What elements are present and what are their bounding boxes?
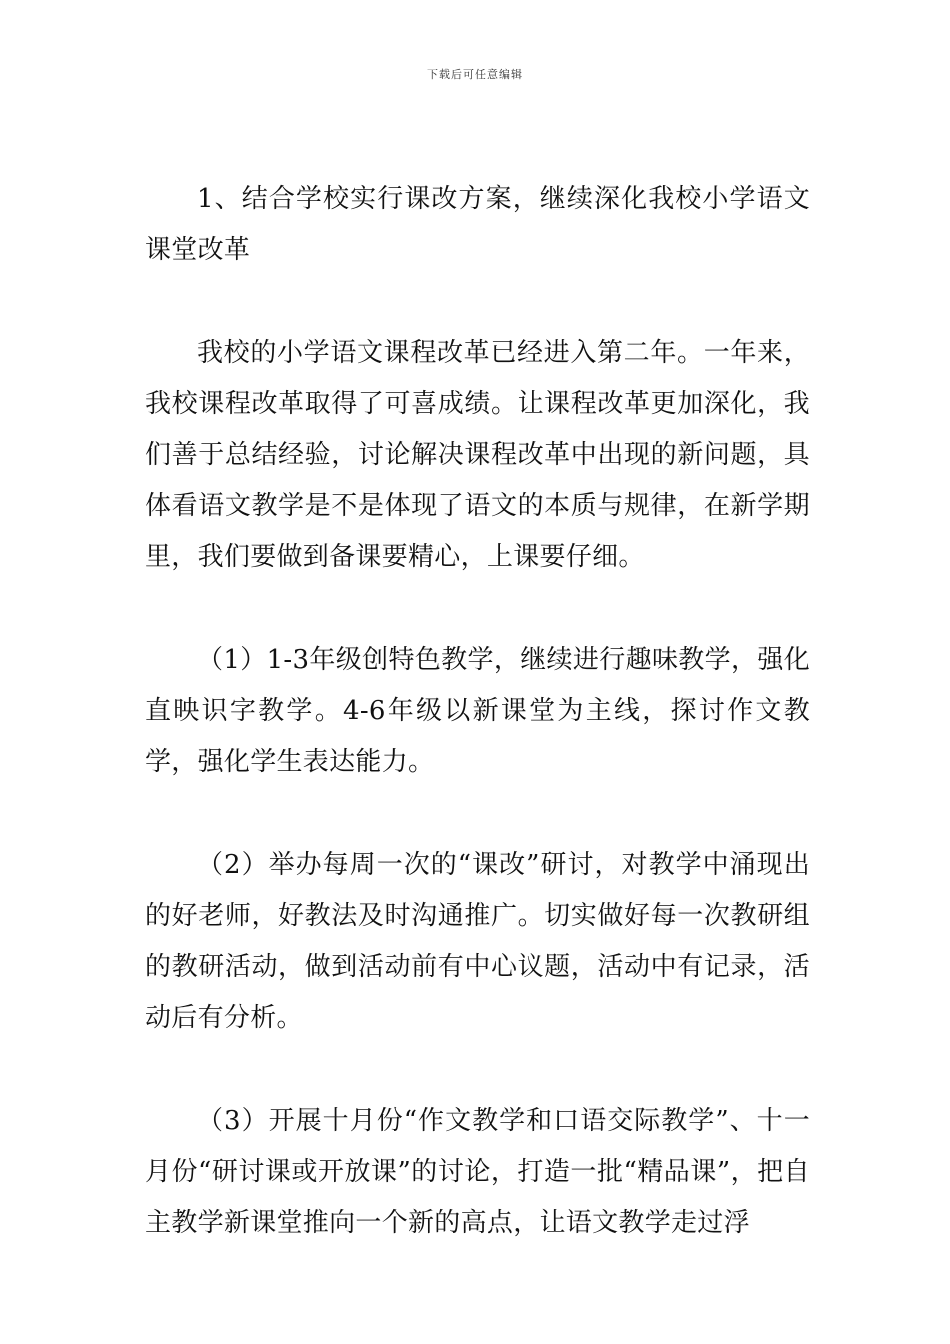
section-heading-1: 1、结合学校实行课改方案，继续深化我校小学语文课堂改革 xyxy=(145,184,810,265)
paragraph-item-2: （2）举办每周一次的“课改”研讨，对教学中涌现出的好老师，好教法及时沟通推广。切实做好每一次教研组的教研活动，做到活动前有中心议题，活动中有记录，活动后有分析。 xyxy=(145,850,810,1033)
page-header: 下载后可任意编辑 xyxy=(427,68,523,81)
paragraph-item-1: （1）1-3年级创特色教学，继续进行趣味教学，强化直映识字教学。4-6年级以新课堂为主线，探讨作文教学，强化学生表达能力。 xyxy=(145,645,810,777)
paragraph-intro: 我校的小学语文课程改革已经进入第二年。一年来，我校课程改革取得了可喜成绩。让课程改革更加深化，我们善于总结经验，讨论解决课程改革中出现的新问题，具体看语文教学是不是体现了语文的本质与规律，在新学期里，我们要做到备课要精心，上课要仔细。 xyxy=(145,338,810,572)
document-body xyxy=(145,174,810,1301)
paragraph-item-3: （3）开展十月份“作文教学和口语交际教学”、十一月份“研讨课或开放课”的讨论，打造一批“精品课”，把自主教学新课堂推向一个新的高点，让语文教学走过浮 xyxy=(145,1106,810,1238)
